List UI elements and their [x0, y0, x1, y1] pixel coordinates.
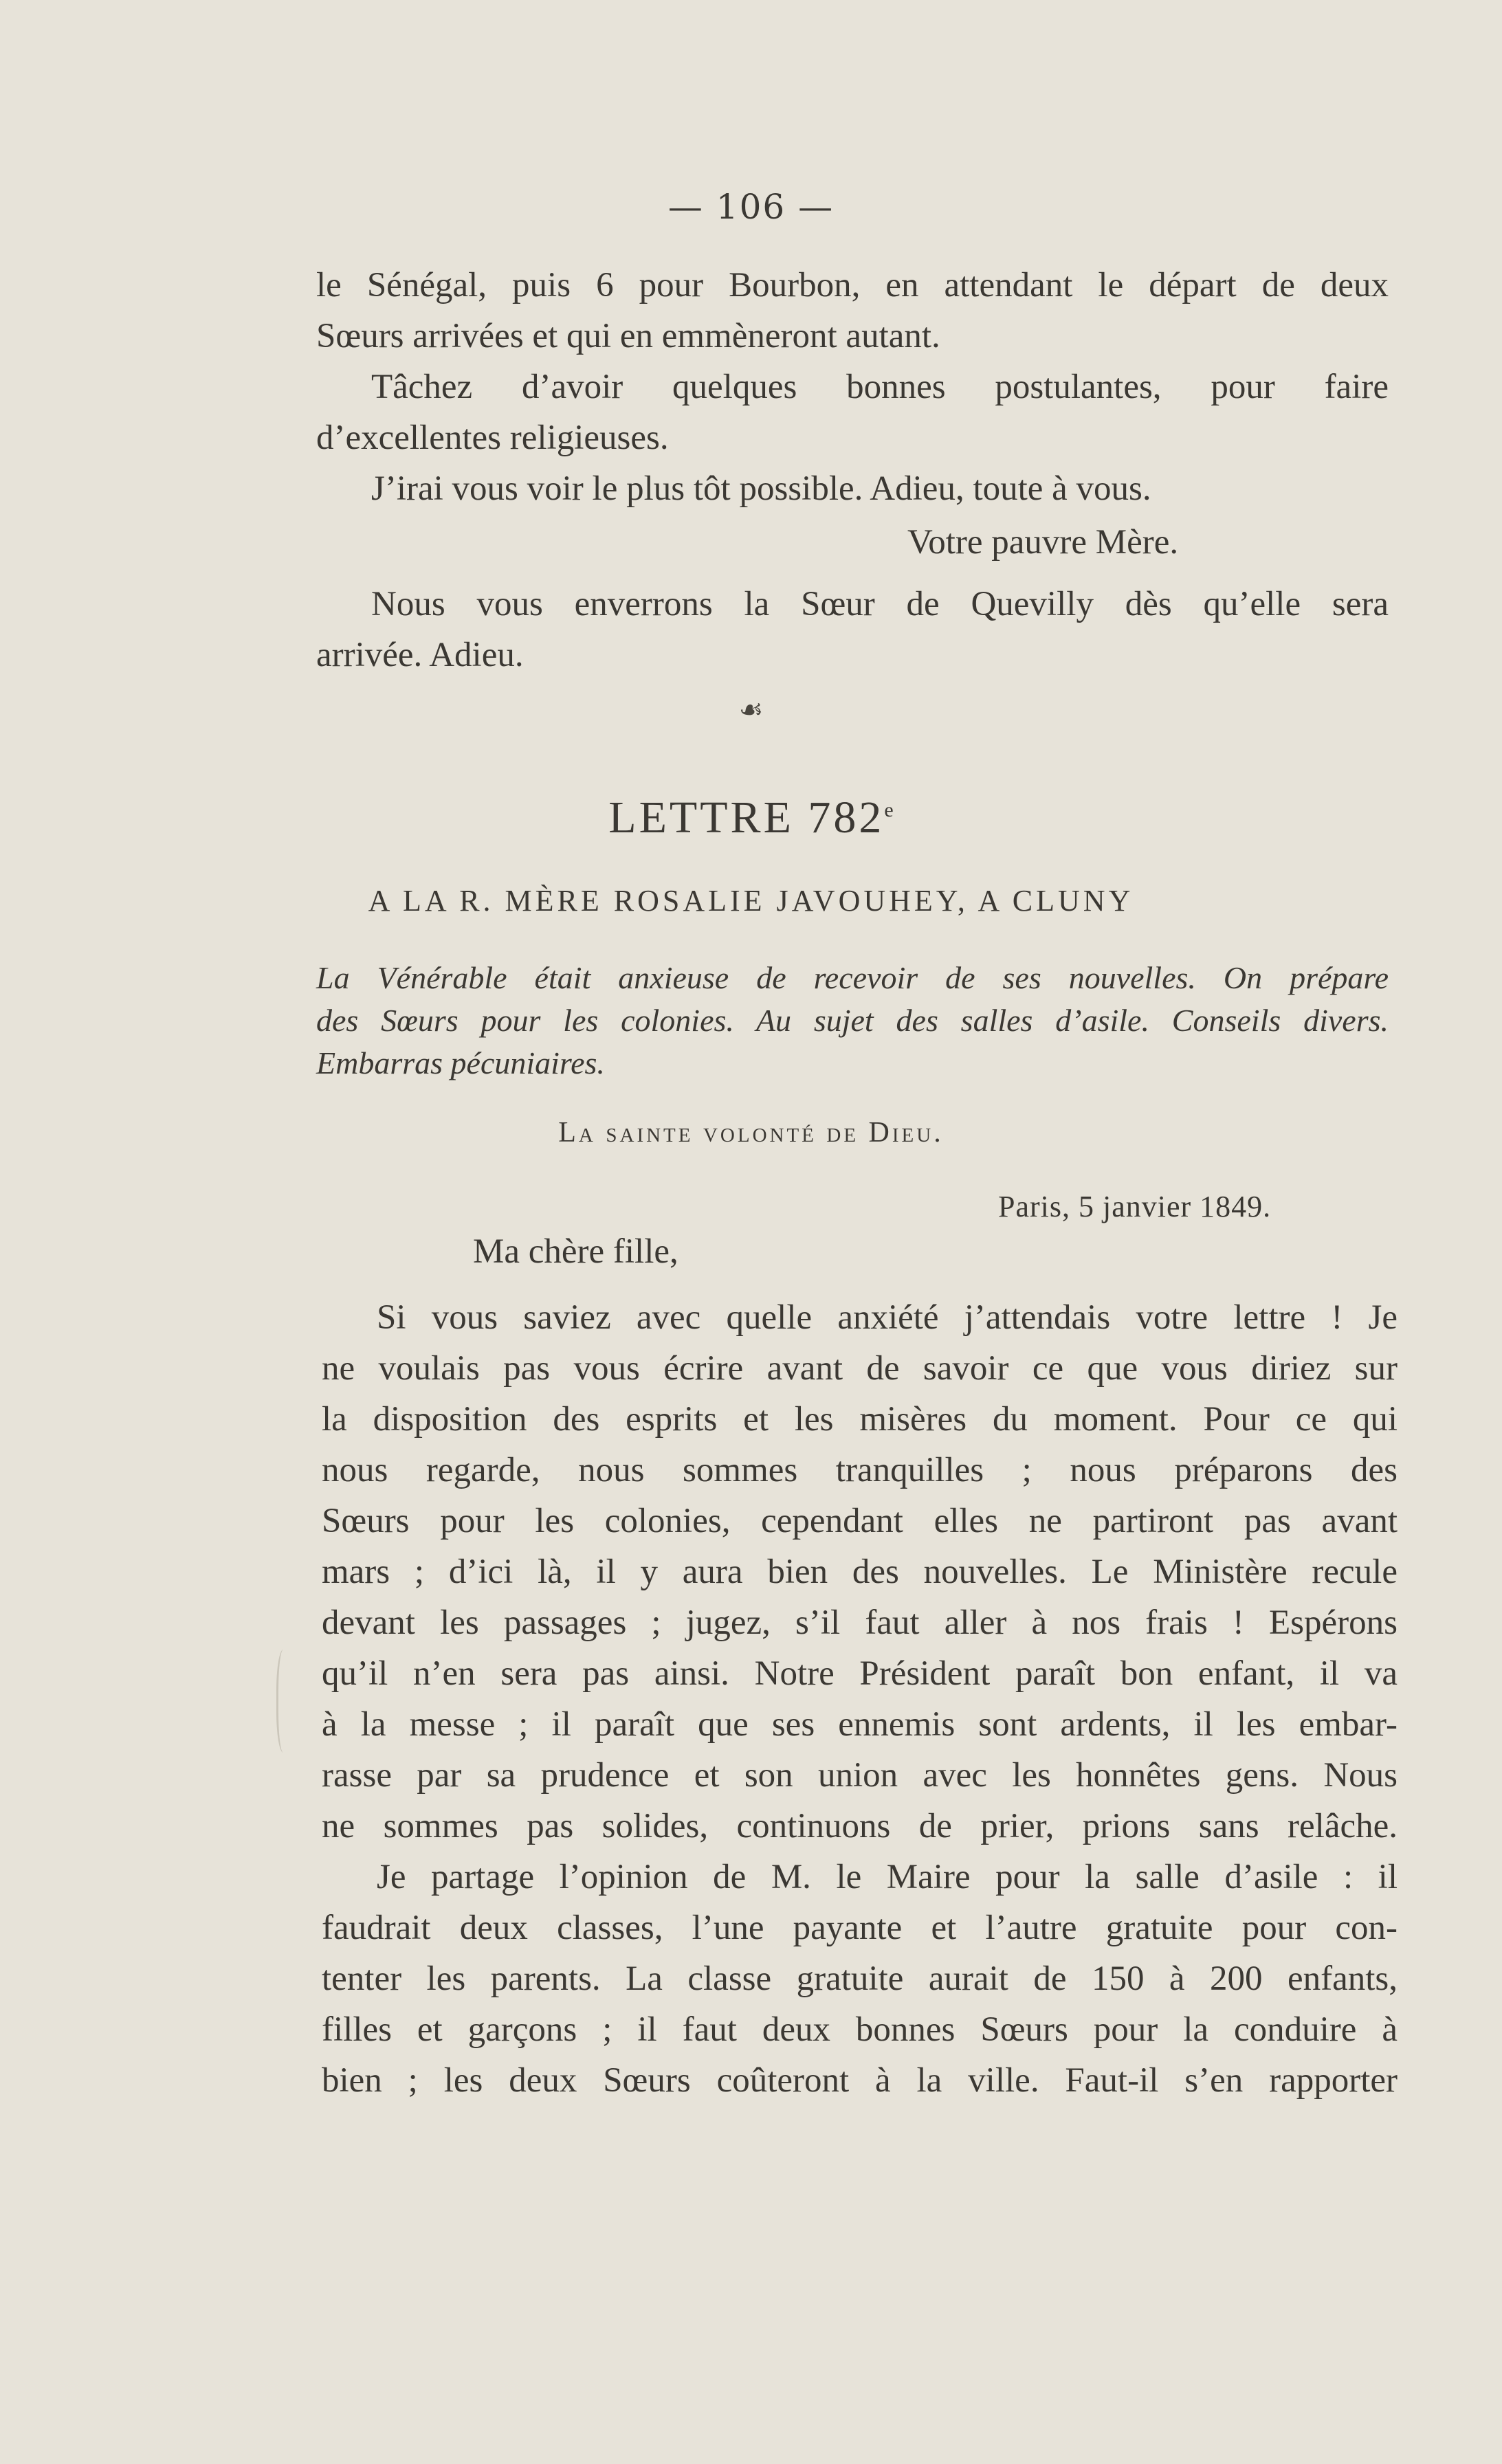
- summary-line: Embarras pécuniaires.: [316, 1045, 605, 1080]
- body-line: devant les passages ; jugez, s’il faut aller à nos frais ! Espérons: [322, 1603, 1398, 1642]
- body-line: Si vous saviez avec quelle anxiété j’attendais votre lettre ! Je: [377, 1298, 1398, 1337]
- summary-line: des Sœurs pour les colonies. Au sujet des salles d’asile. Conseils divers.: [316, 1003, 1389, 1038]
- letter-motto: La sainte volonté de Dieu.: [558, 1117, 944, 1148]
- text-line: le Sénégal, puis 6 pour Bourbon, en attendant le départ de deux: [316, 266, 1389, 304]
- letter-title: [0, 792, 1502, 844]
- text-line: arrivée. Adieu.: [316, 636, 524, 674]
- page-number: — 106 —: [667, 187, 835, 227]
- body-line: tenter les parents. La classe gratuite aurait de 150 à 200 enfants,: [322, 1960, 1398, 1998]
- paper-stain: [276, 1650, 294, 1753]
- body-line: bien ; les deux Sœurs coûteront à la ville. Faut-il s’en rapporter: [322, 2061, 1398, 2100]
- body-line: Je partage l’opinion de M. le Maire pour la salle d’asile : il: [377, 1858, 1398, 1896]
- letter-recipient: A LA R. MÈRE ROSALIE JAVOUHEY, A CLUNY: [368, 884, 1134, 918]
- body-line: filles et garçons ; il faut deux bonnes Sœurs pour la conduire à: [322, 2010, 1398, 2049]
- body-line: Sœurs pour les colonies, cependant elles ne partiront pas avant: [322, 1502, 1398, 1540]
- letter-title-superscript: e: [884, 799, 894, 821]
- letter-title-text: LETTRE 782: [608, 792, 885, 843]
- body-line: mars ; d’ici là, il y aura bien des nouvelles. Le Ministère recule: [322, 1553, 1398, 1591]
- summary-line: La Vénérable était anxieuse de recevoir de ses nouvelles. On prépare: [316, 960, 1389, 995]
- letter-salutation: Ma chère fille,: [473, 1232, 678, 1271]
- body-line: qu’il n’en sera pas ainsi. Notre Président paraît bon enfant, il va: [322, 1654, 1398, 1693]
- fleuron-ornament-icon: ☙: [738, 694, 764, 726]
- text-line: Sœurs arrivées et qui en emmèneront autant.: [316, 317, 940, 355]
- letter-dateline: Paris, 5 janvier 1849.: [998, 1190, 1272, 1223]
- body-line: nous regarde, nous sommes tranquilles ; nous préparons des: [322, 1451, 1398, 1489]
- text-line: J’irai vous voir le plus tôt possible. Adieu, toute à vous.: [371, 469, 1151, 508]
- text-line: d’excellentes religieuses.: [316, 419, 669, 457]
- body-line: ne sommes pas solides, continuons de prier, prions sans relâche.: [322, 1807, 1398, 1845]
- signature: Votre pauvre Mère.: [907, 523, 1179, 562]
- body-line: la disposition des esprits et les misères du moment. Pour ce qui: [322, 1400, 1398, 1439]
- body-line: rasse par sa prudence et son union avec les honnêtes gens. Nous: [322, 1756, 1398, 1795]
- text-line: Nous vous enverrons la Sœur de Quevilly dès qu’elle sera: [371, 585, 1389, 623]
- body-line: faudrait deux classes, l’une payante et l’autre gratuite pour con-: [322, 1909, 1398, 1947]
- text-line: Tâchez d’avoir quelques bonnes postulantes, pour faire: [371, 368, 1389, 406]
- body-line: ne voulais pas vous écrire avant de savoir ce que vous diriez sur: [322, 1349, 1398, 1388]
- body-line: à la messe ; il paraît que ses ennemis sont ardents, il les embar-: [322, 1705, 1398, 1744]
